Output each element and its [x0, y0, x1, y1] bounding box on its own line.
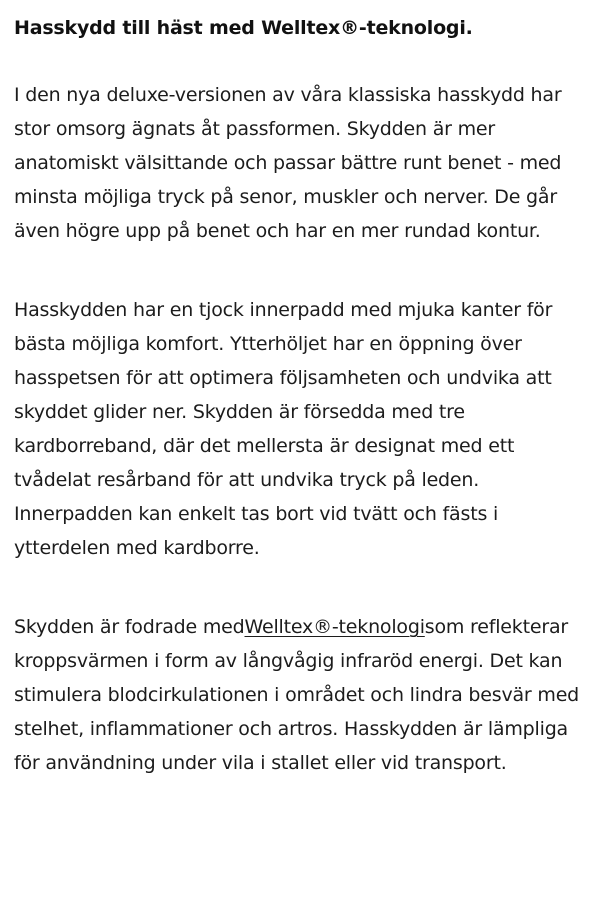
paragraph-welltex	[14, 610, 594, 780]
paragraph-padding: Hasskydden har en tjock innerpadd med mjuka kanter för bästa möjliga komfort. Ytterhöljet har en öppning över hasspetsen för att optimera följsamheten och undvika att skyddet glider ner. Skydden är försedda med tre kardborreband, där det mellersta är designat med ett tvådelat resårband för att undvika tryck på leden. Innerpadden kan enkelt tas bort vid tvätt och fästs i ytterdelen med kardborre.	[14, 299, 553, 559]
paragraph-fit: I den nya deluxe-versionen av våra klassiska hasskydd har stor omsorg ägnats åt passformen. Skydden är mer anatomiskt välsittande och passar bättre runt benet - med minsta möjliga tryck på senor, muskler och nerver. De går även högre upp på benet och har en mer rundad kontur.	[14, 84, 562, 242]
paragraph-welltex-body: som reflekterar kroppsvärmen i form av långvågig infraröd energi. Det kan stimulera blodcirkulationen i området och lindra besvär med stelhet, inflammationer och artros. Hasskydden är lämpliga för användning under vila i stallet eller vid transport.	[14, 616, 580, 774]
paragraph-welltex-intro: Skydden är fodrade med	[14, 616, 245, 638]
product-description	[14, 14, 594, 780]
welltex-technology-link[interactable]: Welltex®-teknologi	[244, 616, 425, 638]
description-title: Hasskydd till häst med Welltex®-teknologi.	[14, 17, 473, 39]
